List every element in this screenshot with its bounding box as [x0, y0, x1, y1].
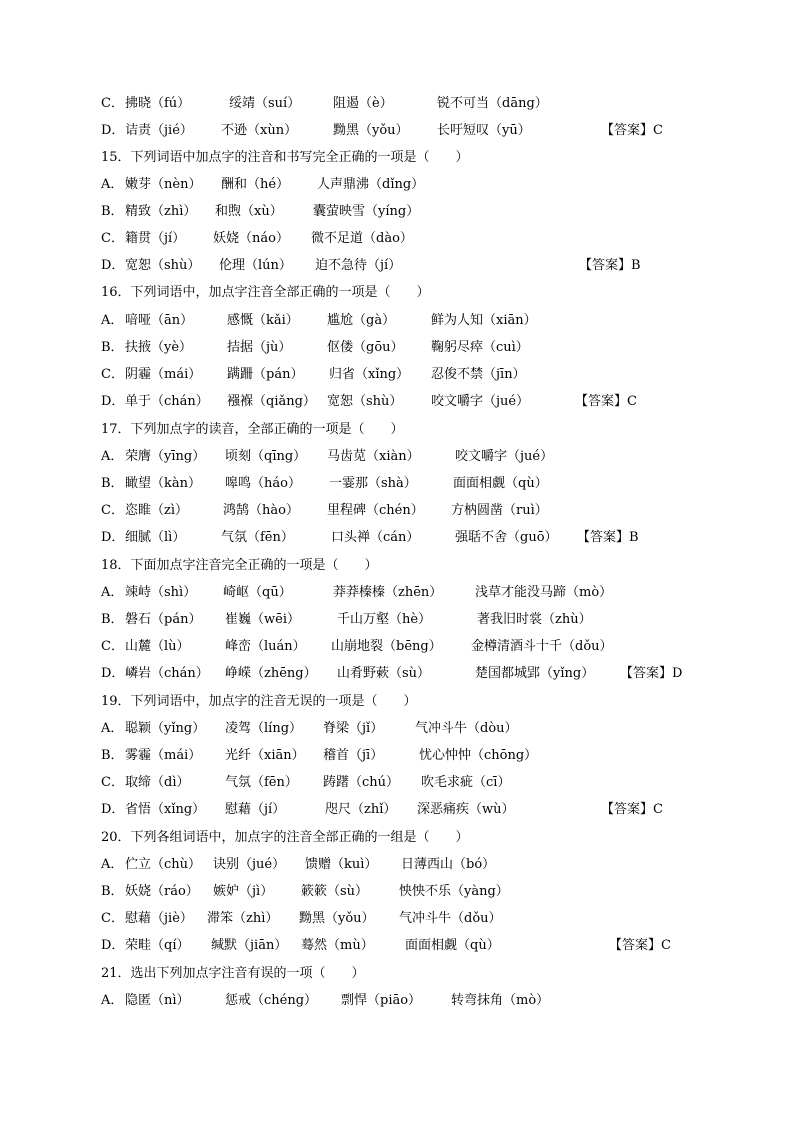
option-label: D． [101, 258, 125, 273]
option-item: 峰峦（luán） [225, 639, 306, 654]
option-item: 伛偻（gōu） [327, 340, 404, 355]
option-label: B． [101, 204, 124, 219]
option-b-q15[interactable] [101, 201, 711, 223]
option-item: 怏怏不乐（yàng） [399, 884, 509, 899]
option-label: A． [101, 721, 124, 736]
option-item: 峥嵘（zhēng） [225, 666, 317, 681]
option-label: C． [101, 231, 124, 246]
option-d-q18[interactable] [101, 663, 711, 685]
question-text: 15．下列词语中加点字的注音和书写完全正确的一项是（ ） [101, 150, 469, 165]
option-item: 深恶痛疾（wù） [417, 802, 515, 817]
option-item: 单于（chán） [125, 394, 209, 409]
option-a-q21[interactable] [101, 990, 711, 1012]
option-item: 荣膺（yīng） [125, 449, 206, 464]
option-item: 酬和（hé） [221, 177, 290, 192]
option-item: 黝黑（yǒu） [333, 123, 409, 138]
option-item: 迫不急待（jí） [315, 258, 402, 273]
option-label: A． [101, 993, 124, 1008]
option-item: 鞠躬尽瘁（cuì） [431, 340, 529, 355]
option-c-q19[interactable] [101, 772, 711, 794]
option-label: B． [101, 884, 124, 899]
option-item: 顷刻（qīng） [225, 449, 307, 464]
answer-label: 【答案】C [601, 802, 663, 817]
option-item: 拮据（jù） [227, 340, 292, 355]
option-item: 恣睢（zì） [125, 503, 189, 518]
option-item: 里程碑（chén） [327, 503, 424, 518]
option-item: 人声鼎沸（dǐng） [317, 177, 425, 192]
option-item: 荣畦（qí） [125, 938, 190, 953]
option-item: 锐不可当（dāng） [437, 96, 548, 111]
option-item: 剽悍（piāo） [341, 993, 422, 1008]
option-item: 山肴野蔌（sù） [337, 666, 431, 681]
option-item: 忍俊不禁（jīn） [431, 367, 526, 382]
option-b-q19[interactable] [101, 745, 711, 767]
option-item: 惩戒（chéng） [225, 993, 318, 1008]
question-text: 18．下面加点字注音完全正确的一项是（ ） [101, 558, 378, 573]
option-label: B． [101, 476, 124, 491]
option-c-q15[interactable] [101, 228, 711, 250]
option-label: D． [101, 394, 125, 409]
option-label: A． [101, 857, 124, 872]
option-item: 瞰望（kàn） [125, 476, 202, 491]
answer-label: 【答案】B [577, 530, 639, 545]
option-item: 绥靖（suí） [229, 96, 301, 111]
option-item: 嗥鸣（háo） [225, 476, 301, 491]
option-item: 踌躇（chú） [323, 775, 400, 790]
option-item: 喑哑（ān） [125, 313, 194, 328]
option-label: D． [101, 123, 125, 138]
option-item: 慰藉（jiè） [125, 911, 193, 926]
option-b-q20[interactable] [101, 881, 711, 903]
option-item: 著我旧时裳（zhù） [477, 612, 592, 627]
option-label: B． [101, 612, 124, 627]
question-text: 20．下列各组词语中，加点字的注音全部正确的一组是（ ） [101, 830, 469, 845]
option-item: 囊萤映雪（yíng） [313, 204, 420, 219]
option-item: 诀别（jué） [213, 857, 286, 872]
answer-label: 【答案】C [575, 394, 637, 409]
option-item: 脊梁（jǐ） [323, 721, 384, 736]
option-item: 鸿鹄（hào） [223, 503, 299, 518]
option-a-q17[interactable] [101, 446, 711, 468]
option-d-q15[interactable] [101, 255, 711, 277]
option-item: 一霎那（shà） [329, 476, 417, 491]
option-item: 拂晓（fú） [125, 96, 191, 111]
option-item: 取缔（dì） [125, 775, 190, 790]
option-item: 口头禅（cán） [331, 530, 420, 545]
option-b-q16[interactable] [101, 337, 711, 359]
option-item: 面面相觑（qù） [453, 476, 548, 491]
option-item: 阻遏（è） [333, 96, 393, 111]
option-label: C． [101, 911, 124, 926]
option-item: 竦峙（shì） [125, 585, 197, 600]
option-item: 微不足道（dào） [311, 231, 413, 246]
question-15 [101, 147, 711, 169]
option-item: 光纤（xiān） [225, 748, 305, 763]
option-c-q18[interactable] [101, 636, 711, 658]
option-item: 气冲斗牛（dǒu） [399, 911, 502, 926]
option-item: 嫉妒（jì） [213, 884, 274, 899]
option-item: 千山万壑（hè） [337, 612, 432, 627]
question-text: 17．下列加点字的读音，全部正确的一项是（ ） [101, 422, 404, 437]
option-item: 诘责（jié） [125, 123, 193, 138]
option-a-q20[interactable] [101, 854, 711, 876]
question-20 [101, 827, 711, 849]
option-item: 尴尬（gà） [327, 313, 396, 328]
option-item: 气冲斗牛（dòu） [415, 721, 518, 736]
option-item: 襁褓（qiǎng） [227, 394, 316, 409]
question-21 [101, 963, 711, 985]
option-label: D． [101, 802, 125, 817]
answer-label: 【答案】C [601, 123, 663, 138]
option-item: 咬文嚼字（jué） [455, 449, 554, 464]
option-item: 吹毛求疵（cī） [421, 775, 511, 790]
option-label: C． [101, 775, 124, 790]
option-a-q19[interactable] [101, 718, 711, 740]
option-label: A． [101, 177, 124, 192]
question-text: 16．下列词语中，加点字注音全部正确的一项是（ ） [101, 285, 430, 300]
option-item: 蓦然（mù） [301, 938, 374, 953]
option-b-q18[interactable] [101, 609, 711, 631]
option-item: 感慨（kǎi） [227, 313, 299, 328]
option-c-q17[interactable] [101, 500, 711, 522]
option-item: 蹒跚（pán） [227, 367, 304, 382]
answer-label: 【答案】C [609, 938, 671, 953]
option-item: 浅草才能没马蹄（mò） [475, 585, 613, 600]
option-item: 馈赠（kuì） [305, 857, 378, 872]
option-item: 黝黑（yǒu） [299, 911, 375, 926]
option-item: 凌驾（líng） [225, 721, 303, 736]
option-item: 气氛（fēn） [221, 530, 294, 545]
option-item: 面面相觑（qù） [405, 938, 500, 953]
option-label: D． [101, 666, 125, 681]
question-text: 19．下列词语中，加点字的注音无误的一项是（ ） [101, 694, 417, 709]
option-item: 宽恕（shù） [327, 394, 403, 409]
option-item: 宽恕（shù） [125, 258, 201, 273]
option-item: 山崩地裂（bēng） [331, 639, 442, 654]
option-item: 归省（xǐng） [329, 367, 410, 382]
option-item: 不逊（xùn） [221, 123, 298, 138]
option-item: 簌簌（sù） [301, 884, 369, 899]
option-item: 隐匿（nì） [125, 993, 190, 1008]
option-item: 聪颖（yǐng） [125, 721, 206, 736]
option-label: C． [101, 503, 124, 518]
option-label: C． [101, 367, 124, 382]
question-18 [101, 555, 711, 577]
option-item: 雾霾（mái） [125, 748, 202, 763]
option-item: 方枘圆凿（ruì） [451, 503, 548, 518]
question-19 [101, 691, 711, 713]
option-item: 转弯抹角（mò） [451, 993, 550, 1008]
option-item: 滞笨（zhì） [207, 911, 279, 926]
option-c-q16[interactable] [101, 364, 711, 386]
option-d-q16[interactable] [101, 391, 711, 413]
answer-label: 【答案】D [620, 666, 683, 681]
option-item: 莽莽榛榛（zhēn） [333, 585, 443, 600]
option-item: 崎岖（qū） [223, 585, 292, 600]
option-a-q15[interactable] [101, 174, 711, 196]
option-item: 磐石（pán） [125, 612, 202, 627]
option-b-q17[interactable] [101, 473, 711, 495]
option-a-q18[interactable] [101, 582, 711, 604]
option-item: 嫩芽（nèn） [125, 177, 202, 192]
option-item: 妖娆（ráo） [125, 884, 199, 899]
option-label: A． [101, 313, 124, 328]
option-item: 金樽清酒斗十千（dǒu） [471, 639, 613, 654]
option-item: 精致（zhì） [125, 204, 197, 219]
option-item: 嶙岩（chán） [125, 666, 209, 681]
option-label: D． [101, 530, 125, 545]
option-label: C． [101, 639, 124, 654]
option-item: 籍贯（jí） [125, 231, 186, 246]
option-label: C． [101, 96, 124, 111]
question-16 [101, 282, 711, 304]
option-a-q16[interactable] [101, 310, 711, 332]
option-item: 忧心忡忡（chōng） [419, 748, 538, 763]
option-item: 阴霾（mái） [125, 367, 202, 382]
option-item: 稽首（jī） [323, 748, 384, 763]
option-item: 山麓（lù） [125, 639, 190, 654]
option-item: 马齿苋（xiàn） [327, 449, 420, 464]
option-label: B． [101, 340, 124, 355]
option-item: 扶掖（yè） [125, 340, 193, 355]
question-17 [101, 419, 711, 441]
option-item: 慰藉（jí） [225, 802, 286, 817]
option-item: 日薄西山（bó） [401, 857, 496, 872]
option-item: 楚国都城郢（yǐng） [475, 666, 595, 681]
option-d-q20[interactable] [101, 935, 711, 957]
option-item: 气氛（fēn） [225, 775, 298, 790]
answer-label: 【答案】B [579, 258, 641, 273]
option-label: D． [101, 938, 125, 953]
option-label: A． [101, 585, 124, 600]
option-d-q14[interactable] [101, 120, 711, 142]
option-item: 妖娆（náo） [213, 231, 289, 246]
option-item: 伫立（chù） [125, 857, 202, 872]
option-label: A． [101, 449, 124, 464]
option-item: 鲜为人知（xiān） [431, 313, 537, 328]
option-item: 咬文嚼字（jué） [431, 394, 530, 409]
option-item: 长吁短叹（yū） [437, 123, 531, 138]
option-item: 伦理（lún） [219, 258, 292, 273]
option-item: 咫尺（zhǐ） [325, 802, 397, 817]
option-d-q19[interactable] [101, 799, 711, 821]
option-item: 和煦（xù） [215, 204, 283, 219]
option-d-q17[interactable] [101, 527, 711, 549]
option-item: 强聒不舍（guō） [455, 530, 558, 545]
option-c-q20[interactable] [101, 908, 711, 930]
option-item: 细腻（lì） [125, 530, 186, 545]
question-text: 21．选出下列加点字注音有误的一项（ ） [101, 966, 365, 981]
option-c-q14[interactable] [101, 93, 711, 115]
option-label: B． [101, 748, 124, 763]
option-item: 缄默（jiān） [211, 938, 288, 953]
option-item: 崔巍（wēi） [225, 612, 300, 627]
option-item: 省悟（xǐng） [125, 802, 206, 817]
